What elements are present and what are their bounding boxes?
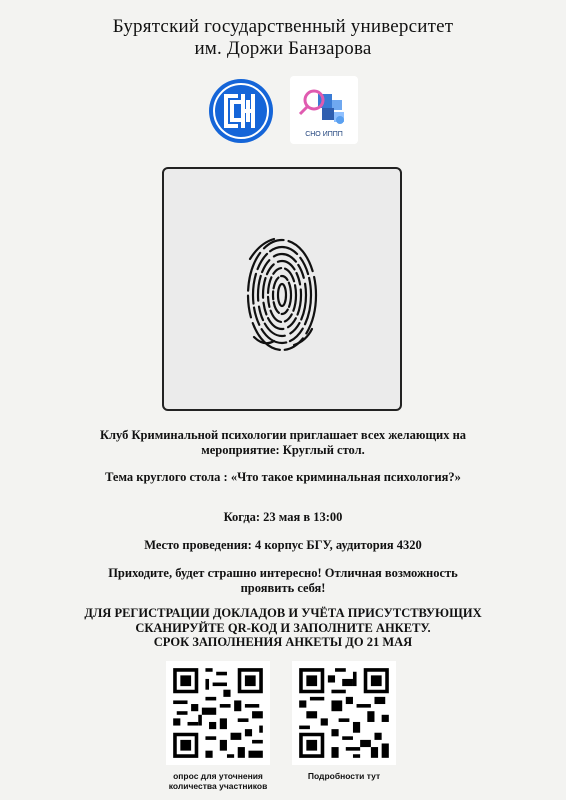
come-text bbox=[50, 566, 516, 596]
university-title bbox=[0, 16, 566, 60]
university-subtitle: им. Доржи Банзарова bbox=[194, 38, 372, 59]
qr-code-right-icon[interactable] bbox=[292, 661, 396, 765]
university-name: Бурятский государственный университет bbox=[112, 16, 454, 37]
come-line-1: Приходите, будет страшно интересно! Отличная возможность bbox=[108, 566, 458, 580]
qr-left-caption-line-2: количества участников bbox=[168, 781, 268, 791]
come-line-2: проявить себя! bbox=[240, 581, 326, 595]
registration-line-3: СРОК ЗАПОЛНЕНИЯ АНКЕТЫ ДО 21 МАЯ bbox=[153, 635, 413, 649]
invite-line-1: Клуб Криминальной психологии приглашает всех желающих на bbox=[99, 428, 467, 442]
registration-line-1: ДЛЯ РЕГИСТРАЦИИ ДОКЛАДОВ И УЧЁТА ПРИСУТСТВУЮЩИХ bbox=[84, 606, 482, 620]
topic-text: Тема круглого стола : «Что такое криминальная психология?» bbox=[105, 470, 461, 484]
qr-code-left-icon[interactable] bbox=[166, 661, 270, 765]
bsu-logo-icon bbox=[208, 78, 274, 144]
qr-left-caption-line-1: опрос для уточнения bbox=[173, 771, 263, 781]
place-text: Место проведения: 4 корпус БГУ, аудитория 4320 bbox=[144, 538, 422, 552]
sno-logo-icon bbox=[290, 76, 358, 144]
qr-right-caption: Подробности тут bbox=[307, 771, 381, 781]
when-text: Когда: 23 мая в 13:00 bbox=[223, 510, 343, 524]
sno-logo-text: СНО ИППП bbox=[305, 131, 343, 138]
qr-left-caption bbox=[150, 771, 286, 791]
registration-text bbox=[50, 606, 516, 650]
invite-line-2: мероприятие: Круглый стол. bbox=[201, 443, 365, 457]
registration-line-2: СКАНИРУЙТЕ QR-КОД И ЗАПОЛНИТЕ АНКЕТУ. bbox=[135, 620, 431, 635]
invite-text bbox=[50, 428, 516, 458]
fingerprint-frame bbox=[162, 167, 402, 411]
fingerprint-icon bbox=[164, 169, 400, 409]
